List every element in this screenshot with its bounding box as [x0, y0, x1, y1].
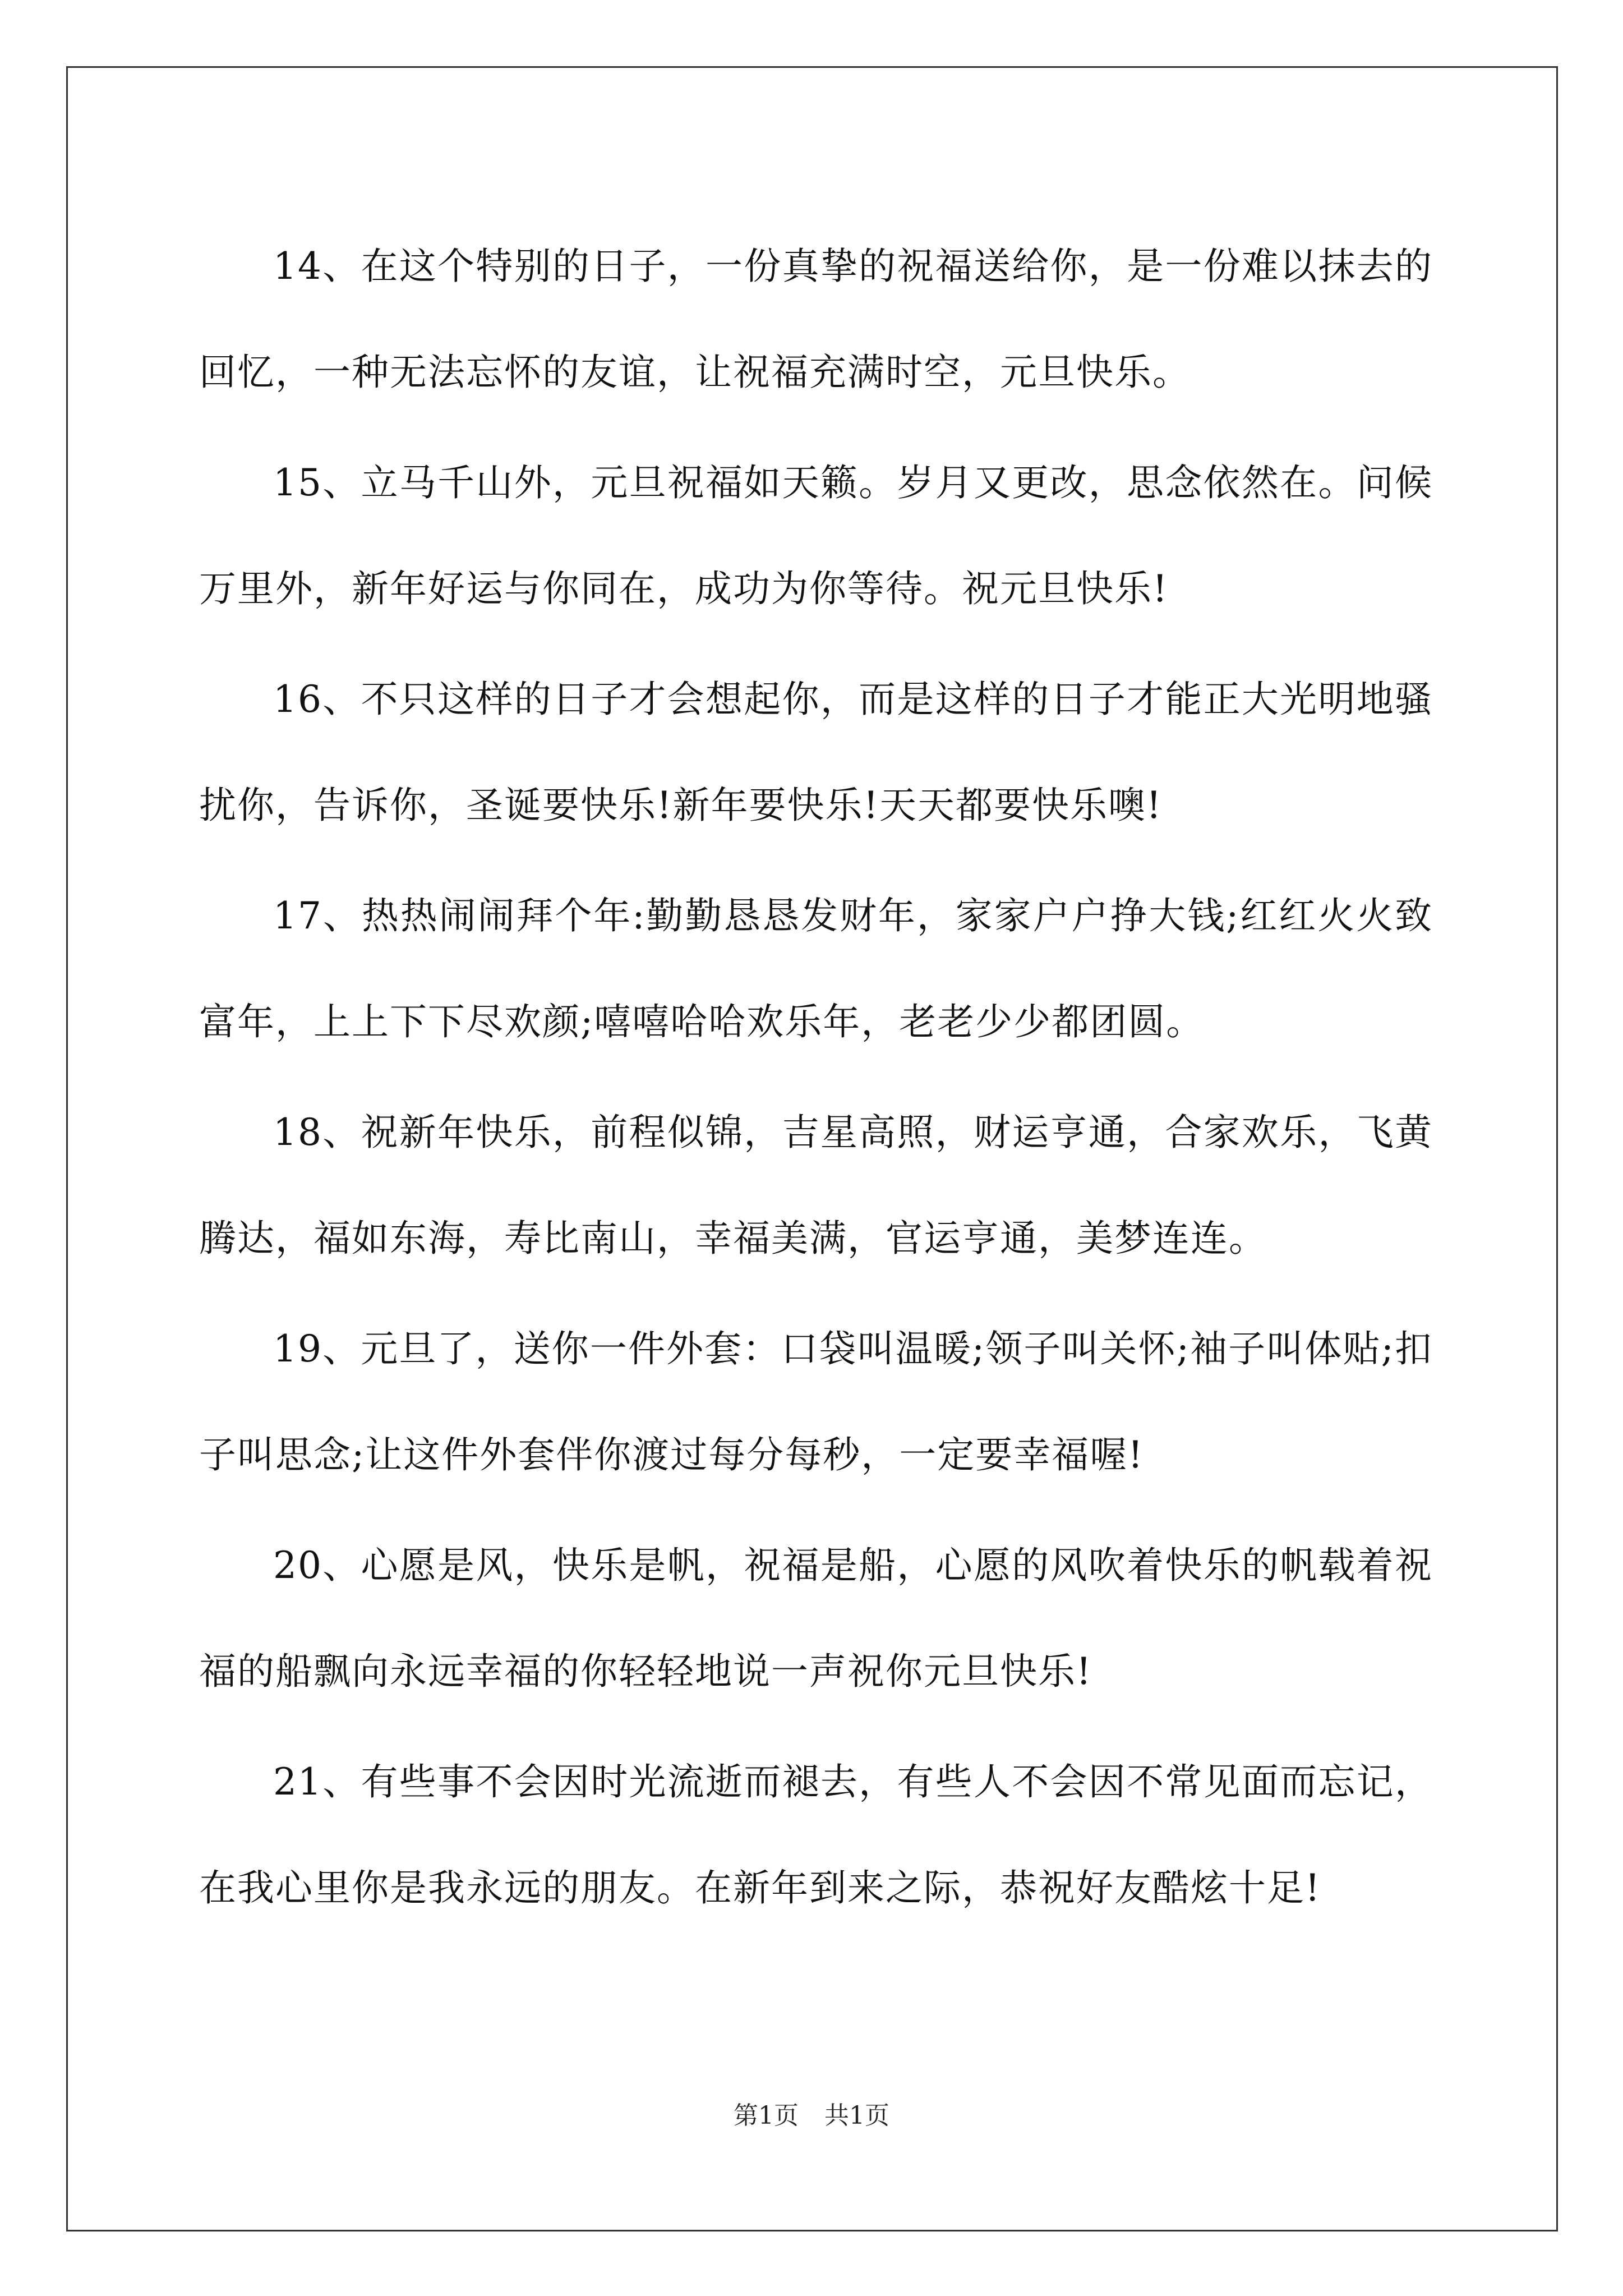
page-number: 第1页 [734, 2101, 799, 2130]
paragraph-20: 20、心愿是风，快乐是帆，祝福是船，心愿的风吹着快乐的帆载着祝福的船飘向永远幸福的你轻轻地说一声祝你元旦快乐! [199, 1544, 1433, 1693]
paragraph-21: 21、有些事不会因时光流逝而褪去，有些人不会因不常见面而忘记，在我心里你是我永远的朋友。在新年到来之际，恭祝好友酷炫十足! [199, 1760, 1433, 1910]
page-total: 共1页 [824, 2101, 889, 2130]
paragraph-14: 14、在这个特别的日子，一份真挚的祝福送给你，是一份难以抹去的回忆，一种无法忘怀的友谊，让祝福充满时空，元旦快乐。 [199, 245, 1433, 394]
paragraph-16: 16、不只这样的日子才会想起你，而是这样的日子才能正大光明地骚扰你，告诉你，圣诞要快乐!新年要快乐!天天都要快乐噢! [199, 678, 1433, 827]
paragraph-18: 18、祝新年快乐，前程似锦，吉星高照，财运亨通，合家欢乐，飞黄腾达，福如东海，寿比南山，幸福美满，官运亨通，美梦连连。 [199, 1111, 1433, 1260]
document-body [199, 213, 1433, 1945]
paragraph-17: 17、热热闹闹拜个年:勤勤恳恳发财年，家家户户挣大钱;红红火火致富年，上上下下尽欢颜;嘻嘻哈哈欢乐年，老老少少都团圆。 [199, 894, 1433, 1043]
paragraph-19: 19、元旦了，送你一件外套：口袋叫温暖;领子叫关怀;袖子叫体贴;扣子叫思念;让这件外套伴你渡过每分每秒，一定要幸福喔! [199, 1327, 1433, 1476]
page-footer [0, 2095, 1623, 2131]
paragraph-15: 15、立马千山外，元旦祝福如天籁。岁月又更改，思念依然在。问候万里外，新年好运与你同在，成功为你等待。祝元旦快乐! [199, 461, 1433, 610]
